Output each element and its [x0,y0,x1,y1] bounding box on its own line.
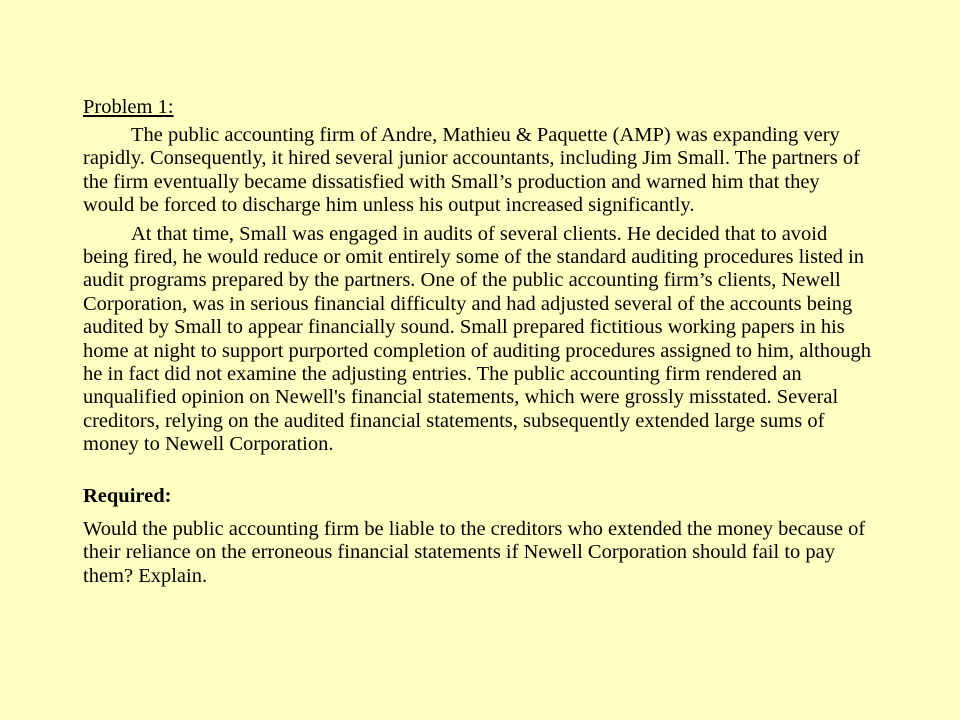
required-heading: Required: [83,484,172,507]
problem-paragraph-2: At that time, Small was engaged in audits of several clients. He decided that to avoid being fired, he would reduce or omit entirely some of the standard auditing procedures listed in audit programs prepared by the partners. One of the public accounting firm’s clients, Newell Corporation, was in serious financial difficulty and had adjusted several of the accounts being audited by Small to appear financially sound. Small prepared fictitious working papers in his home at night to support purported completion of auditing procedures assigned to him, although he in fact did not examine the adjusting entries. The public accounting firm rendered an unqualified opinion on Newell's financial statements, which were grossly misstated. Several creditors, relying on the audited financial statements, subsequently extended large sums of money to Newell Corporation. [83,222,871,456]
required-question: Would the public accounting firm be liable to the creditors who extended the money because of their reliance on the erroneous financial statements if Newell Corporation should fail to pay them? Explain. [83,517,866,587]
problem-heading: Problem 1: [83,96,174,118]
problem-paragraph-1: The public accounting firm of Andre, Mathieu & Paquette (AMP) was expanding very rapidly. Consequently, it hired several junior accountants, including Jim Small. The partners of the firm eventually became dissatisfied with Small’s production and warned him that they would be forced to discharge him unless his output increased significantly. [83,124,860,217]
slide-content [83,96,873,588]
